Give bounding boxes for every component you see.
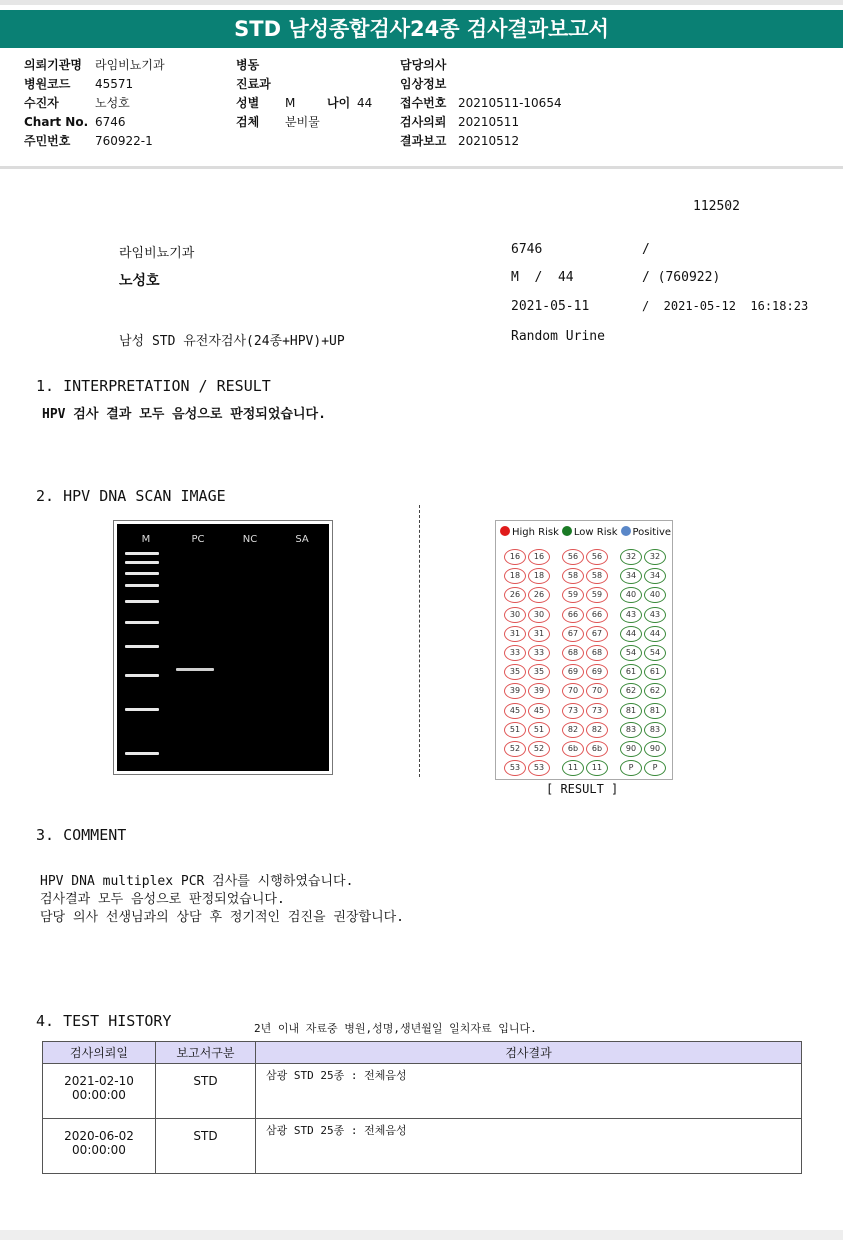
header-field	[400, 113, 562, 132]
header-field	[236, 113, 320, 132]
gel-electrophoresis-image	[113, 520, 333, 775]
history-date-cell	[43, 1119, 156, 1174]
legend-dot-icon	[562, 526, 572, 536]
history-result: 삼광 STD 25종 : 전체음성	[256, 1119, 802, 1174]
history-date: 2021-02-10	[64, 1074, 134, 1088]
hpv-genotype-cell: 18	[504, 568, 526, 584]
header-field	[24, 132, 165, 151]
header-field-value: 6746	[95, 115, 126, 129]
hpv-genotype-cell: 56	[586, 549, 608, 565]
sex-age: M / 44	[511, 270, 574, 285]
legend-dot-icon	[621, 526, 631, 536]
header-field-label: 검체	[236, 115, 260, 129]
hpv-genotype-cell: 11	[586, 760, 608, 776]
hpv-genotype-cell: 67	[586, 626, 608, 642]
patient-name: 노성호	[119, 273, 160, 289]
header-field-label: 병원코드	[24, 77, 71, 91]
hpv-genotype-cell: 51	[528, 722, 550, 738]
hpv-genotype-cell: 70	[586, 683, 608, 699]
header-column-doctor	[400, 56, 562, 151]
table-header-row	[43, 1042, 802, 1064]
table-row	[43, 1064, 802, 1119]
hpv-genotype-cell: 11	[562, 760, 584, 776]
bottom-border	[0, 1230, 843, 1240]
header-field	[236, 56, 320, 75]
header-field	[400, 132, 562, 151]
hpv-genotype-cell: 35	[528, 664, 550, 680]
header-field-value: 20210511-10654	[458, 96, 562, 110]
birth-date: / (760922)	[642, 270, 721, 285]
hpv-genotype-cell: 66	[562, 607, 584, 623]
hpv-genotype-cell: 59	[562, 587, 584, 603]
hpv-genotype-cell: 58	[562, 568, 584, 584]
hpv-genotype-cell: 62	[620, 683, 642, 699]
interpretation-title: 1. INTERPRETATION / RESULT	[36, 377, 271, 395]
hpv-genotype-cell: 61	[644, 664, 666, 680]
hpv-genotype-cell: 26	[528, 587, 550, 603]
hpv-genotype-cell: 53	[504, 760, 526, 776]
gel-lane-label: NC	[242, 534, 258, 545]
marker-band	[125, 708, 159, 711]
hpv-genotype-cell: 33	[504, 645, 526, 661]
header-field-value: 20210512	[458, 134, 520, 148]
header-field	[24, 113, 165, 132]
report-title: STD 남성종합검사24종 검사결과보고서	[0, 10, 843, 48]
hpv-genotype-cell: 39	[504, 683, 526, 699]
header-field	[400, 75, 562, 94]
hpv-genotype-cell: 26	[504, 587, 526, 603]
header-field-value: M	[285, 96, 296, 110]
gel-lane-label: M	[141, 534, 151, 545]
hpv-genotype-cell: 82	[562, 722, 584, 738]
hpv-genotype-cell: 40	[620, 587, 642, 603]
hpv-genotype-cell: 81	[620, 703, 642, 719]
header-field-label: 의뢰기관명	[24, 58, 82, 72]
hpv-genotype-cell: 66	[586, 607, 608, 623]
hpv-genotype-cell: 52	[528, 741, 550, 757]
header-field-value: 분비물	[285, 115, 320, 129]
hpv-genotype-cell: P	[644, 760, 666, 776]
hpv-genotype-cell: 73	[586, 703, 608, 719]
hpv-genotype-cell: 90	[644, 741, 666, 757]
header-field-label: 담당의사	[400, 58, 447, 72]
chart-slash: /	[642, 242, 650, 257]
legend-label: Positive	[632, 527, 672, 538]
institution-name: 라임비뇨기과	[119, 246, 195, 261]
hpv-genotype-cell: 31	[504, 626, 526, 642]
legend-entry	[500, 527, 559, 538]
hpv-genotype-cell: 30	[528, 607, 550, 623]
marker-band	[125, 552, 159, 555]
history-date: 2020-06-02	[64, 1129, 134, 1143]
age-value: 44	[357, 96, 373, 110]
hpv-genotype-cell: 6b	[586, 741, 608, 757]
header-field-label: 결과보고	[400, 134, 447, 148]
history-result: 삼광 STD 25종 : 전체음성	[256, 1064, 802, 1119]
hpv-genotype-cell: 30	[504, 607, 526, 623]
header-field	[236, 75, 320, 94]
hpv-genotype-cell: 44	[620, 626, 642, 642]
hpv-genotype-cell: 69	[562, 664, 584, 680]
hpv-genotype-cell: 58	[586, 568, 608, 584]
history-type: STD	[156, 1064, 256, 1119]
marker-band	[125, 674, 159, 677]
divider-dashed	[419, 505, 420, 777]
header-field-value: 45571	[95, 77, 134, 91]
history-date-cell	[43, 1064, 156, 1119]
header-request-date: 검사의뢰일	[43, 1042, 156, 1064]
header-field-label: 검사의뢰	[400, 115, 447, 129]
header-field-label: Chart No.	[24, 115, 89, 129]
header-field-value: 라임비뇨기과	[95, 58, 165, 72]
top-border	[0, 0, 843, 5]
comment-line: HPV DNA multiplex PCR 검사를 시행하였습니다.	[40, 874, 354, 889]
legend-label: Low Risk	[573, 527, 618, 538]
age-field	[327, 94, 372, 113]
hpv-genotype-cell: 16	[528, 549, 550, 565]
hpv-genotype-cell: 54	[644, 645, 666, 661]
marker-band	[125, 645, 159, 648]
header-field-label: 성별	[236, 96, 260, 110]
receipt-date: 2021-05-11	[511, 299, 590, 314]
comment-title: 3. COMMENT	[36, 826, 127, 844]
history-time: 00:00:00	[72, 1143, 126, 1157]
hpv-genotype-cell: 33	[528, 645, 550, 661]
header-field	[400, 56, 562, 75]
hpv-genotype-cell: 61	[620, 664, 642, 680]
age-label: 나이	[327, 96, 351, 110]
scan-image-title: 2. HPV DNA SCAN IMAGE	[36, 487, 226, 505]
hpv-genotype-cell: 59	[586, 587, 608, 603]
hpv-genotype-cell: 34	[644, 568, 666, 584]
legend-label: High Risk	[512, 527, 559, 538]
hpv-genotype-cell: 6b	[562, 741, 584, 757]
report-datetime: / 2021-05-12 16:18:23	[642, 299, 809, 313]
comment-line: 검사결과 모두 음성으로 판정되었습니다.	[40, 892, 285, 907]
hpv-genotype-cell: 31	[528, 626, 550, 642]
header-field-value: 20210511	[458, 115, 520, 129]
chart-number: 6746	[511, 242, 543, 257]
hpv-genotype-cell: 39	[528, 683, 550, 699]
gel-lane-label: PC	[191, 534, 205, 545]
hpv-genotype-cell: 45	[504, 703, 526, 719]
hpv-genotype-cell: 68	[586, 645, 608, 661]
hpv-genotype-cell: 18	[528, 568, 550, 584]
marker-band	[125, 572, 159, 575]
report-code: 112502	[693, 199, 740, 214]
header-field-label: 주민번호	[24, 134, 71, 148]
hpv-genotype-cell: 32	[644, 549, 666, 565]
header-field-label: 수진자	[24, 96, 59, 110]
hpv-genotype-cell: 54	[620, 645, 642, 661]
legend-entry	[621, 527, 672, 538]
test-history-title: 4. TEST HISTORY	[36, 1012, 172, 1030]
hpv-genotype-cell: 56	[562, 549, 584, 565]
history-type: STD	[156, 1119, 256, 1174]
marker-band	[125, 561, 159, 564]
header-column-patient	[24, 56, 165, 151]
hpv-genotype-cell: 16	[504, 549, 526, 565]
marker-band	[125, 584, 159, 587]
result-label: [ RESULT ]	[546, 782, 619, 796]
header-field-label: 임상정보	[400, 77, 447, 91]
header-field-label: 접수번호	[400, 96, 447, 110]
header-field	[236, 94, 320, 113]
gel-background	[117, 524, 329, 771]
hpv-genotype-cell: 82	[586, 722, 608, 738]
hpv-genotype-cell: 34	[620, 568, 642, 584]
header-field	[24, 94, 165, 113]
header-field-label: 병동	[236, 58, 260, 72]
hpv-genotype-cell: 69	[586, 664, 608, 680]
hpv-genotype-cell: 70	[562, 683, 584, 699]
pc-band	[176, 668, 214, 671]
header-field-value: 노성호	[95, 96, 130, 110]
header-field-label: 진료과	[236, 77, 271, 91]
hpv-genotype-cell: 90	[620, 741, 642, 757]
hpv-genotype-cell: 43	[644, 607, 666, 623]
hpv-genotype-cell: 83	[644, 722, 666, 738]
legend-dot-icon	[500, 526, 510, 536]
header-result: 검사결과	[256, 1042, 802, 1064]
gel-lane-label: SA	[295, 534, 309, 545]
hpv-genotype-cell: 83	[620, 722, 642, 738]
interpretation-text: HPV 검사 결과 모두 음성으로 판정되었습니다.	[42, 407, 326, 422]
header-field	[24, 56, 165, 75]
hpv-genotype-cell: 52	[504, 741, 526, 757]
header-field	[24, 75, 165, 94]
marker-band	[125, 752, 159, 755]
legend-entry	[562, 527, 618, 538]
hpv-genotype-cell: 43	[620, 607, 642, 623]
hpv-genotype-cell: P	[620, 760, 642, 776]
specimen-type: Random Urine	[511, 329, 605, 344]
hpv-genotype-cell: 68	[562, 645, 584, 661]
header-column-ward	[236, 56, 320, 132]
hpv-genotype-cell: 81	[644, 703, 666, 719]
header-field-value: 760922-1	[95, 134, 153, 148]
history-time: 00:00:00	[72, 1088, 126, 1102]
hpv-genotype-cell: 51	[504, 722, 526, 738]
comment-line: 담당 의사 선생님과의 상담 후 정기적인 검진을 권장합니다.	[40, 910, 405, 925]
hpv-genotype-cell: 53	[528, 760, 550, 776]
hpv-genotype-cell: 35	[504, 664, 526, 680]
test-history-table	[42, 1041, 802, 1174]
hpv-genotype-cell: 40	[644, 587, 666, 603]
table-row	[43, 1119, 802, 1174]
hpv-legend	[500, 526, 674, 538]
header-report-type: 보고서구분	[156, 1042, 256, 1064]
test-history-note: 2년 이내 자료중 병원,성명,생년월일 일치자료 입니다.	[254, 1022, 537, 1035]
hpv-genotype-cell: 67	[562, 626, 584, 642]
header-separator	[0, 166, 843, 169]
marker-band	[125, 600, 159, 603]
hpv-genotype-cell: 32	[620, 549, 642, 565]
header-field	[400, 94, 562, 113]
hpv-genotype-cell: 45	[528, 703, 550, 719]
hpv-genotype-cell: 73	[562, 703, 584, 719]
hpv-genotype-panel	[495, 520, 673, 780]
test-name: 남성 STD 유전자검사(24종+HPV)+UP	[119, 334, 345, 349]
hpv-genotype-cell: 44	[644, 626, 666, 642]
hpv-genotype-cell: 62	[644, 683, 666, 699]
marker-band	[125, 621, 159, 624]
